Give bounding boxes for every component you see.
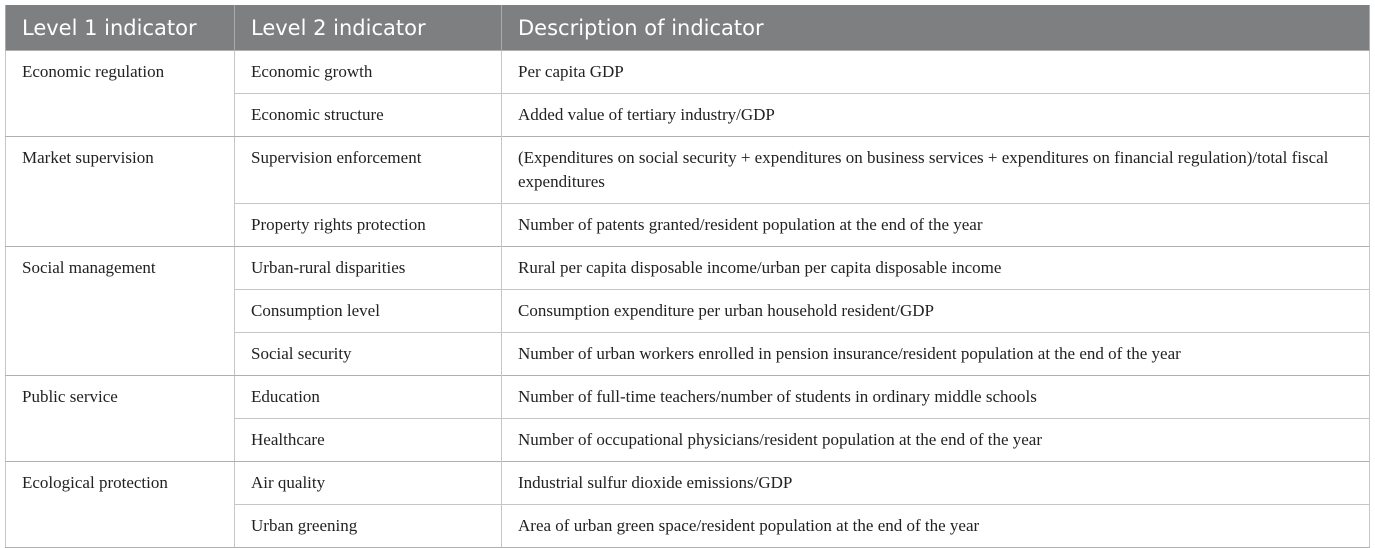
table-header: [6, 5, 1370, 51]
table-row: [6, 376, 1370, 419]
table-row: [6, 462, 1370, 505]
description-cell: Added value of tertiary industry/GDP: [502, 94, 1370, 137]
table-row: [6, 51, 1370, 94]
level1-cell: Public service: [6, 376, 235, 462]
description-cell: Per capita GDP: [502, 51, 1370, 94]
level2-cell: Social security: [235, 333, 502, 376]
level1-cell: Economic regulation: [6, 51, 235, 137]
description-cell: Area of urban green space/resident population at the end of the year: [502, 505, 1370, 548]
description-cell: (Expenditures on social security + expenditures on business services + expenditures on financial regulation)/total fiscal expenditures: [502, 137, 1370, 204]
header-row: [6, 5, 1370, 51]
indicator-table: [5, 5, 1370, 548]
level2-cell: Healthcare: [235, 419, 502, 462]
level1-cell: Ecological protection: [6, 462, 235, 548]
description-cell: Number of occupational physicians/resident population at the end of the year: [502, 419, 1370, 462]
level1-cell: Social management: [6, 247, 235, 376]
level1-cell: Market supervision: [6, 137, 235, 247]
description-cell: Rural per capita disposable income/urban per capita disposable income: [502, 247, 1370, 290]
header-level2: Level 2 indicator: [235, 5, 502, 51]
level2-cell: Consumption level: [235, 290, 502, 333]
level2-cell: Air quality: [235, 462, 502, 505]
table-row: [6, 247, 1370, 290]
level2-cell: Education: [235, 376, 502, 419]
level2-cell: Economic growth: [235, 51, 502, 94]
description-cell: Industrial sulfur dioxide emissions/GDP: [502, 462, 1370, 505]
description-cell: Number of patents granted/resident population at the end of the year: [502, 204, 1370, 247]
level2-cell: Urban greening: [235, 505, 502, 548]
level2-cell: Urban-rural disparities: [235, 247, 502, 290]
table-row: [6, 137, 1370, 204]
description-cell: Consumption expenditure per urban household resident/GDP: [502, 290, 1370, 333]
description-cell: Number of full-time teachers/number of students in ordinary middle schools: [502, 376, 1370, 419]
indicator-table-container: [5, 5, 1369, 548]
description-cell: Number of urban workers enrolled in pension insurance/resident population at the end of the year: [502, 333, 1370, 376]
header-description: Description of indicator: [502, 5, 1370, 51]
level2-cell: Supervision enforcement: [235, 137, 502, 204]
header-level1: Level 1 indicator: [6, 5, 235, 51]
table-body: [6, 51, 1370, 548]
level2-cell: Economic structure: [235, 94, 502, 137]
level2-cell: Property rights protection: [235, 204, 502, 247]
